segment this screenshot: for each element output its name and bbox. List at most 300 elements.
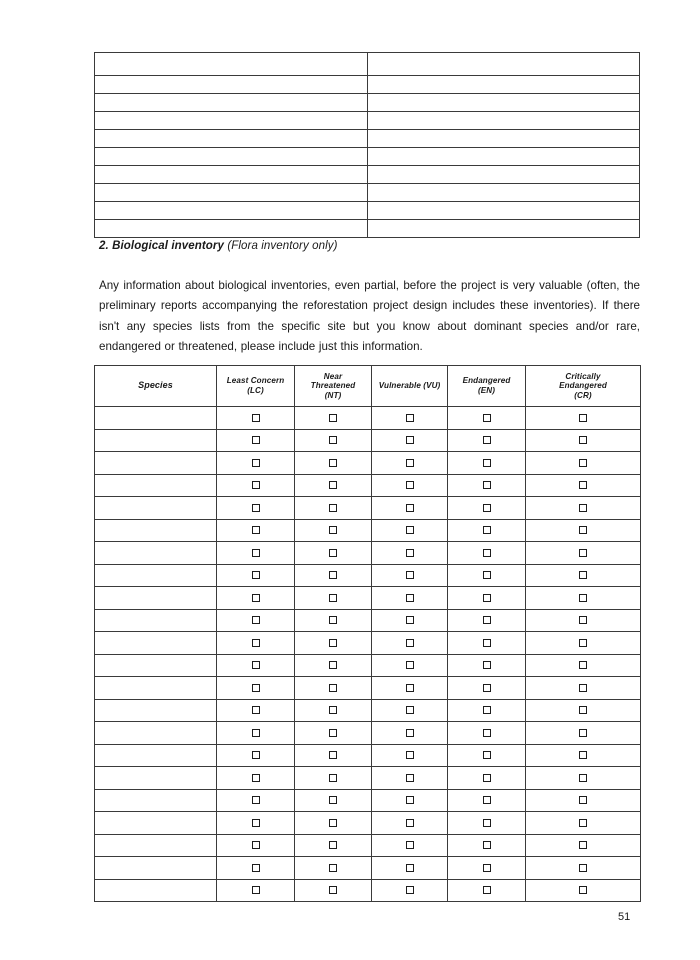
continued-cell-right[interactable] [367, 94, 640, 112]
checkbox-least-concern-cell[interactable] [217, 587, 295, 610]
checkbox-endangered-icon[interactable] [483, 661, 491, 669]
checkbox-endangered-cell[interactable] [448, 609, 526, 632]
table-row [95, 722, 641, 745]
checkbox-endangered-icon[interactable] [483, 819, 491, 827]
checkbox-vulnerable-icon[interactable] [406, 639, 414, 647]
checkbox-endangered-cell[interactable] [448, 632, 526, 655]
checkbox-least-concern-cell[interactable] [217, 722, 295, 745]
checkbox-near-threatened-cell[interactable] [295, 632, 372, 655]
section-subtitle: (Flora inventory only) [227, 240, 338, 252]
checkbox-near-threatened-cell[interactable] [295, 744, 372, 767]
checkbox-critically-endangered-icon[interactable] [579, 594, 587, 602]
checkbox-vulnerable-icon[interactable] [406, 436, 414, 444]
checkbox-near-threatened-cell[interactable] [295, 429, 372, 452]
checkbox-least-concern-cell[interactable] [217, 699, 295, 722]
checkbox-critically-endangered-cell[interactable] [526, 879, 641, 902]
checkbox-least-concern-icon[interactable] [252, 526, 260, 534]
continued-cell-right[interactable] [367, 166, 640, 184]
checkbox-vulnerable-cell[interactable] [372, 857, 448, 880]
checkbox-endangered-icon[interactable] [483, 594, 491, 602]
continued-cell-right[interactable] [367, 112, 640, 130]
checkbox-near-threatened-icon[interactable] [329, 729, 337, 737]
checkbox-endangered-cell[interactable] [448, 812, 526, 835]
checkbox-critically-endangered-icon[interactable] [579, 684, 587, 692]
checkbox-least-concern-icon[interactable] [252, 616, 260, 624]
checkbox-vulnerable-cell[interactable] [372, 474, 448, 497]
checkbox-near-threatened-cell[interactable] [295, 857, 372, 880]
checkbox-critically-endangered-cell[interactable] [526, 677, 641, 700]
checkbox-critically-endangered-cell[interactable] [526, 812, 641, 835]
checkbox-critically-endangered-icon[interactable] [579, 436, 587, 444]
checkbox-endangered-cell[interactable] [448, 744, 526, 767]
checkbox-critically-endangered-cell[interactable] [526, 429, 641, 452]
checkbox-near-threatened-cell[interactable] [295, 452, 372, 475]
checkbox-near-threatened-icon[interactable] [329, 459, 337, 467]
table-row [95, 497, 641, 520]
continued-cell-right[interactable] [367, 53, 640, 76]
species-table-body [95, 407, 641, 902]
checkbox-least-concern-icon[interactable] [252, 684, 260, 692]
checkbox-least-concern-cell[interactable] [217, 474, 295, 497]
checkbox-vulnerable-cell[interactable] [372, 429, 448, 452]
table-row [95, 220, 640, 238]
checkbox-endangered-cell[interactable] [448, 519, 526, 542]
checkbox-endangered-cell[interactable] [448, 767, 526, 790]
checkbox-least-concern-icon[interactable] [252, 706, 260, 714]
continued-cell-left[interactable] [95, 53, 368, 76]
checkbox-critically-endangered-icon[interactable] [579, 616, 587, 624]
continued-cell-left[interactable] [95, 148, 368, 166]
checkbox-vulnerable-cell[interactable] [372, 497, 448, 520]
table-row [95, 202, 640, 220]
species-name-cell[interactable] [95, 497, 217, 520]
checkbox-critically-endangered-cell[interactable] [526, 519, 641, 542]
checkbox-critically-endangered-icon[interactable] [579, 414, 587, 422]
checkbox-critically-endangered-cell[interactable] [526, 452, 641, 475]
checkbox-least-concern-icon[interactable] [252, 594, 260, 602]
checkbox-near-threatened-icon[interactable] [329, 819, 337, 827]
checkbox-endangered-cell[interactable] [448, 587, 526, 610]
checkbox-endangered-icon[interactable] [483, 886, 491, 894]
column-header-endangered: Endangered (EN) [448, 366, 526, 407]
checkbox-least-concern-icon[interactable] [252, 886, 260, 894]
checkbox-vulnerable-icon[interactable] [406, 729, 414, 737]
checkbox-endangered-cell[interactable] [448, 497, 526, 520]
species-name-cell[interactable] [95, 452, 217, 475]
checkbox-least-concern-cell[interactable] [217, 857, 295, 880]
checkbox-endangered-icon[interactable] [483, 751, 491, 759]
table-row [95, 184, 640, 202]
column-header-vulnerable: Vulnerable (VU) [372, 366, 448, 407]
checkbox-critically-endangered-icon[interactable] [579, 571, 587, 579]
checkbox-critically-endangered-icon[interactable] [579, 549, 587, 557]
checkbox-near-threatened-icon[interactable] [329, 886, 337, 894]
continued-cell-left[interactable] [95, 130, 368, 148]
checkbox-critically-endangered-icon[interactable] [579, 526, 587, 534]
checkbox-near-threatened-cell[interactable] [295, 767, 372, 790]
checkbox-near-threatened-icon[interactable] [329, 864, 337, 872]
table-row [95, 744, 641, 767]
checkbox-endangered-icon[interactable] [483, 414, 491, 422]
checkbox-least-concern-cell[interactable] [217, 767, 295, 790]
continued-cell-right[interactable] [367, 220, 640, 238]
checkbox-vulnerable-cell[interactable] [372, 519, 448, 542]
column-header-near-threatened: Near Threatened (NT) [295, 366, 372, 407]
checkbox-endangered-icon[interactable] [483, 729, 491, 737]
checkbox-critically-endangered-icon[interactable] [579, 481, 587, 489]
checkbox-least-concern-cell[interactable] [217, 452, 295, 475]
column-header-critically-endangered: Critically Endangered (CR) [526, 366, 641, 407]
checkbox-critically-endangered-cell[interactable] [526, 699, 641, 722]
checkbox-least-concern-cell[interactable] [217, 429, 295, 452]
checkbox-least-concern-cell[interactable] [217, 812, 295, 835]
species-name-cell[interactable] [95, 542, 217, 565]
checkbox-least-concern-icon[interactable] [252, 549, 260, 557]
continued-cell-right[interactable] [367, 76, 640, 94]
checkbox-critically-endangered-cell[interactable] [526, 542, 641, 565]
checkbox-critically-endangered-icon[interactable] [579, 886, 587, 894]
checkbox-endangered-cell[interactable] [448, 834, 526, 857]
checkbox-endangered-cell[interactable] [448, 654, 526, 677]
checkbox-critically-endangered-cell[interactable] [526, 609, 641, 632]
checkbox-vulnerable-cell[interactable] [372, 834, 448, 857]
checkbox-critically-endangered-cell[interactable] [526, 497, 641, 520]
continued-cell-left[interactable] [95, 220, 368, 238]
checkbox-vulnerable-cell[interactable] [372, 767, 448, 790]
checkbox-endangered-cell[interactable] [448, 474, 526, 497]
checkbox-near-threatened-cell[interactable] [295, 564, 372, 587]
continued-table [94, 52, 640, 238]
checkbox-near-threatened-cell[interactable] [295, 407, 372, 430]
species-name-cell[interactable] [95, 857, 217, 880]
checkbox-endangered-icon[interactable] [483, 436, 491, 444]
checkbox-least-concern-cell[interactable] [217, 609, 295, 632]
table-row [95, 474, 641, 497]
checkbox-near-threatened-cell[interactable] [295, 812, 372, 835]
checkbox-endangered-icon[interactable] [483, 796, 491, 804]
checkbox-vulnerable-icon[interactable] [406, 706, 414, 714]
checkbox-near-threatened-icon[interactable] [329, 526, 337, 534]
checkbox-near-threatened-cell[interactable] [295, 699, 372, 722]
checkbox-vulnerable-cell[interactable] [372, 722, 448, 745]
species-name-cell[interactable] [95, 407, 217, 430]
checkbox-least-concern-cell[interactable] [217, 744, 295, 767]
checkbox-critically-endangered-icon[interactable] [579, 706, 587, 714]
checkbox-critically-endangered-icon[interactable] [579, 459, 587, 467]
checkbox-least-concern-icon[interactable] [252, 504, 260, 512]
checkbox-endangered-cell[interactable] [448, 542, 526, 565]
checkbox-endangered-cell[interactable] [448, 879, 526, 902]
checkbox-near-threatened-icon[interactable] [329, 751, 337, 759]
species-name-cell[interactable] [95, 789, 217, 812]
continued-cell-left[interactable] [95, 112, 368, 130]
checkbox-near-threatened-cell[interactable] [295, 834, 372, 857]
checkbox-near-threatened-icon[interactable] [329, 436, 337, 444]
checkbox-near-threatened-icon[interactable] [329, 504, 337, 512]
table-row [95, 407, 641, 430]
checkbox-critically-endangered-cell[interactable] [526, 632, 641, 655]
checkbox-critically-endangered-icon[interactable] [579, 864, 587, 872]
checkbox-vulnerable-icon[interactable] [406, 594, 414, 602]
checkbox-near-threatened-cell[interactable] [295, 497, 372, 520]
checkbox-critically-endangered-icon[interactable] [579, 504, 587, 512]
checkbox-least-concern-icon[interactable] [252, 729, 260, 737]
table-row [95, 587, 641, 610]
checkbox-vulnerable-icon[interactable] [406, 571, 414, 579]
checkbox-endangered-cell[interactable] [448, 789, 526, 812]
species-name-cell[interactable] [95, 744, 217, 767]
checkbox-critically-endangered-icon[interactable] [579, 751, 587, 759]
table-row [95, 564, 641, 587]
continued-cell-right[interactable] [367, 202, 640, 220]
species-name-cell[interactable] [95, 429, 217, 452]
continued-cell-right[interactable] [367, 184, 640, 202]
checkbox-endangered-icon[interactable] [483, 616, 491, 624]
checkbox-least-concern-cell[interactable] [217, 632, 295, 655]
checkbox-vulnerable-icon[interactable] [406, 616, 414, 624]
checkbox-vulnerable-icon[interactable] [406, 526, 414, 534]
section-heading [99, 240, 338, 252]
checkbox-near-threatened-icon[interactable] [329, 796, 337, 804]
table-row [95, 429, 641, 452]
checkbox-near-threatened-icon[interactable] [329, 639, 337, 647]
checkbox-vulnerable-icon[interactable] [406, 774, 414, 782]
checkbox-vulnerable-icon[interactable] [406, 751, 414, 759]
checkbox-least-concern-icon[interactable] [252, 571, 260, 579]
species-name-cell[interactable] [95, 812, 217, 835]
checkbox-endangered-icon[interactable] [483, 864, 491, 872]
checkbox-vulnerable-cell[interactable] [372, 654, 448, 677]
checkbox-near-threatened-cell[interactable] [295, 474, 372, 497]
checkbox-least-concern-icon[interactable] [252, 796, 260, 804]
species-name-cell[interactable] [95, 677, 217, 700]
checkbox-least-concern-cell[interactable] [217, 677, 295, 700]
checkbox-near-threatened-icon[interactable] [329, 414, 337, 422]
species-name-cell[interactable] [95, 519, 217, 542]
checkbox-least-concern-icon[interactable] [252, 864, 260, 872]
checkbox-vulnerable-cell[interactable] [372, 587, 448, 610]
species-name-cell[interactable] [95, 767, 217, 790]
table-row [95, 789, 641, 812]
table-row [95, 542, 641, 565]
checkbox-near-threatened-cell[interactable] [295, 542, 372, 565]
checkbox-critically-endangered-cell[interactable] [526, 474, 641, 497]
checkbox-critically-endangered-icon[interactable] [579, 774, 587, 782]
checkbox-endangered-cell[interactable] [448, 857, 526, 880]
checkbox-endangered-icon[interactable] [483, 706, 491, 714]
continued-cell-left[interactable] [95, 184, 368, 202]
checkbox-near-threatened-icon[interactable] [329, 841, 337, 849]
checkbox-near-threatened-cell[interactable] [295, 609, 372, 632]
checkbox-near-threatened-cell[interactable] [295, 654, 372, 677]
checkbox-vulnerable-icon[interactable] [406, 481, 414, 489]
checkbox-vulnerable-cell[interactable] [372, 564, 448, 587]
checkbox-least-concern-cell[interactable] [217, 879, 295, 902]
species-name-cell[interactable] [95, 632, 217, 655]
checkbox-least-concern-cell[interactable] [217, 564, 295, 587]
checkbox-vulnerable-cell[interactable] [372, 407, 448, 430]
checkbox-least-concern-icon[interactable] [252, 819, 260, 827]
checkbox-vulnerable-icon[interactable] [406, 841, 414, 849]
species-table-header [95, 366, 641, 407]
table-row [95, 166, 640, 184]
checkbox-near-threatened-cell[interactable] [295, 789, 372, 812]
checkbox-endangered-cell[interactable] [448, 722, 526, 745]
checkbox-endangered-icon[interactable] [483, 639, 491, 647]
species-name-cell[interactable] [95, 474, 217, 497]
table-row [95, 654, 641, 677]
checkbox-vulnerable-icon[interactable] [406, 459, 414, 467]
continued-cell-left[interactable] [95, 76, 368, 94]
checkbox-endangered-icon[interactable] [483, 774, 491, 782]
species-name-cell[interactable] [95, 654, 217, 677]
checkbox-vulnerable-cell[interactable] [372, 812, 448, 835]
checkbox-endangered-cell[interactable] [448, 452, 526, 475]
checkbox-near-threatened-icon[interactable] [329, 594, 337, 602]
page-number: 51 [618, 911, 631, 923]
checkbox-least-concern-cell[interactable] [217, 834, 295, 857]
checkbox-near-threatened-icon[interactable] [329, 616, 337, 624]
checkbox-endangered-icon[interactable] [483, 526, 491, 534]
checkbox-critically-endangered-cell[interactable] [526, 744, 641, 767]
checkbox-critically-endangered-cell[interactable] [526, 789, 641, 812]
checkbox-least-concern-cell[interactable] [217, 407, 295, 430]
checkbox-critically-endangered-icon[interactable] [579, 639, 587, 647]
checkbox-vulnerable-icon[interactable] [406, 684, 414, 692]
checkbox-near-threatened-cell[interactable] [295, 879, 372, 902]
checkbox-vulnerable-cell[interactable] [372, 677, 448, 700]
checkbox-endangered-cell[interactable] [448, 564, 526, 587]
table-row [95, 94, 640, 112]
checkbox-critically-endangered-icon[interactable] [579, 841, 587, 849]
section-paragraph: Any information about biological inventories, even partial, before the project is very valuable (often, the preliminary reports accompanying the reforestation project design includes these inventories). If there isn't any species lists from the specific site but you know about dominant species and/or rare, endangered or threatened, please include just this information. [99, 278, 640, 354]
checkbox-near-threatened-icon[interactable] [329, 549, 337, 557]
checkbox-critically-endangered-cell[interactable] [526, 834, 641, 857]
table-row [95, 879, 641, 902]
species-name-cell[interactable] [95, 609, 217, 632]
species-name-cell[interactable] [95, 722, 217, 745]
checkbox-critically-endangered-cell[interactable] [526, 767, 641, 790]
continued-cell-left[interactable] [95, 202, 368, 220]
continued-table-body [95, 53, 640, 238]
table-row [95, 519, 641, 542]
checkbox-least-concern-icon[interactable] [252, 639, 260, 647]
checkbox-near-threatened-icon[interactable] [329, 684, 337, 692]
checkbox-endangered-icon[interactable] [483, 504, 491, 512]
checkbox-vulnerable-cell[interactable] [372, 744, 448, 767]
checkbox-least-concern-icon[interactable] [252, 414, 260, 422]
checkbox-least-concern-icon[interactable] [252, 774, 260, 782]
checkbox-critically-endangered-cell[interactable] [526, 722, 641, 745]
species-name-cell[interactable] [95, 564, 217, 587]
checkbox-near-threatened-icon[interactable] [329, 481, 337, 489]
continued-cell-left[interactable] [95, 94, 368, 112]
table-row [95, 699, 641, 722]
checkbox-vulnerable-cell[interactable] [372, 699, 448, 722]
checkbox-vulnerable-icon[interactable] [406, 661, 414, 669]
checkbox-critically-endangered-icon[interactable] [579, 729, 587, 737]
table-row [95, 834, 641, 857]
checkbox-near-threatened-icon[interactable] [329, 774, 337, 782]
checkbox-vulnerable-icon[interactable] [406, 796, 414, 804]
checkbox-critically-endangered-cell[interactable] [526, 407, 641, 430]
checkbox-endangered-icon[interactable] [483, 684, 491, 692]
checkbox-least-concern-cell[interactable] [217, 542, 295, 565]
table-row [95, 767, 641, 790]
checkbox-least-concern-cell[interactable] [217, 654, 295, 677]
checkbox-endangered-icon[interactable] [483, 459, 491, 467]
checkbox-endangered-cell[interactable] [448, 429, 526, 452]
checkbox-vulnerable-cell[interactable] [372, 452, 448, 475]
table-row [95, 452, 641, 475]
checkbox-least-concern-cell[interactable] [217, 497, 295, 520]
column-header-least-concern: Least Concern (LC) [217, 366, 295, 407]
species-name-cell[interactable] [95, 834, 217, 857]
continued-cell-right[interactable] [367, 148, 640, 166]
checkbox-endangered-icon[interactable] [483, 481, 491, 489]
checkbox-vulnerable-icon[interactable] [406, 549, 414, 557]
checkbox-critically-endangered-cell[interactable] [526, 587, 641, 610]
checkbox-endangered-icon[interactable] [483, 841, 491, 849]
checkbox-near-threatened-cell[interactable] [295, 587, 372, 610]
checkbox-near-threatened-cell[interactable] [295, 722, 372, 745]
section-number: 2. [99, 240, 109, 252]
checkbox-near-threatened-icon[interactable] [329, 661, 337, 669]
checkbox-least-concern-cell[interactable] [217, 519, 295, 542]
checkbox-vulnerable-cell[interactable] [372, 632, 448, 655]
checkbox-endangered-icon[interactable] [483, 549, 491, 557]
checkbox-vulnerable-icon[interactable] [406, 414, 414, 422]
checkbox-endangered-cell[interactable] [448, 677, 526, 700]
checkbox-near-threatened-cell[interactable] [295, 519, 372, 542]
species-name-cell[interactable] [95, 879, 217, 902]
checkbox-least-concern-icon[interactable] [252, 751, 260, 759]
checkbox-vulnerable-cell[interactable] [372, 609, 448, 632]
checkbox-vulnerable-cell[interactable] [372, 879, 448, 902]
species-name-cell[interactable] [95, 587, 217, 610]
checkbox-vulnerable-icon[interactable] [406, 504, 414, 512]
checkbox-least-concern-icon[interactable] [252, 459, 260, 467]
table-row [95, 609, 641, 632]
checkbox-vulnerable-cell[interactable] [372, 542, 448, 565]
checkbox-least-concern-icon[interactable] [252, 481, 260, 489]
checkbox-critically-endangered-cell[interactable] [526, 654, 641, 677]
checkbox-critically-endangered-icon[interactable] [579, 796, 587, 804]
checkbox-least-concern-cell[interactable] [217, 789, 295, 812]
continued-cell-left[interactable] [95, 166, 368, 184]
checkbox-critically-endangered-cell[interactable] [526, 857, 641, 880]
checkbox-near-threatened-icon[interactable] [329, 706, 337, 714]
checkbox-least-concern-icon[interactable] [252, 661, 260, 669]
checkbox-vulnerable-cell[interactable] [372, 789, 448, 812]
checkbox-vulnerable-icon[interactable] [406, 886, 414, 894]
table-row [95, 632, 641, 655]
checkbox-vulnerable-icon[interactable] [406, 819, 414, 827]
checkbox-critically-endangered-cell[interactable] [526, 564, 641, 587]
checkbox-critically-endangered-icon[interactable] [579, 819, 587, 827]
checkbox-endangered-cell[interactable] [448, 699, 526, 722]
checkbox-least-concern-icon[interactable] [252, 841, 260, 849]
checkbox-least-concern-icon[interactable] [252, 436, 260, 444]
checkbox-near-threatened-icon[interactable] [329, 571, 337, 579]
checkbox-near-threatened-cell[interactable] [295, 677, 372, 700]
continued-cell-right[interactable] [367, 130, 640, 148]
checkbox-endangered-icon[interactable] [483, 571, 491, 579]
checkbox-critically-endangered-icon[interactable] [579, 661, 587, 669]
checkbox-endangered-cell[interactable] [448, 407, 526, 430]
species-name-cell[interactable] [95, 699, 217, 722]
checkbox-vulnerable-icon[interactable] [406, 864, 414, 872]
